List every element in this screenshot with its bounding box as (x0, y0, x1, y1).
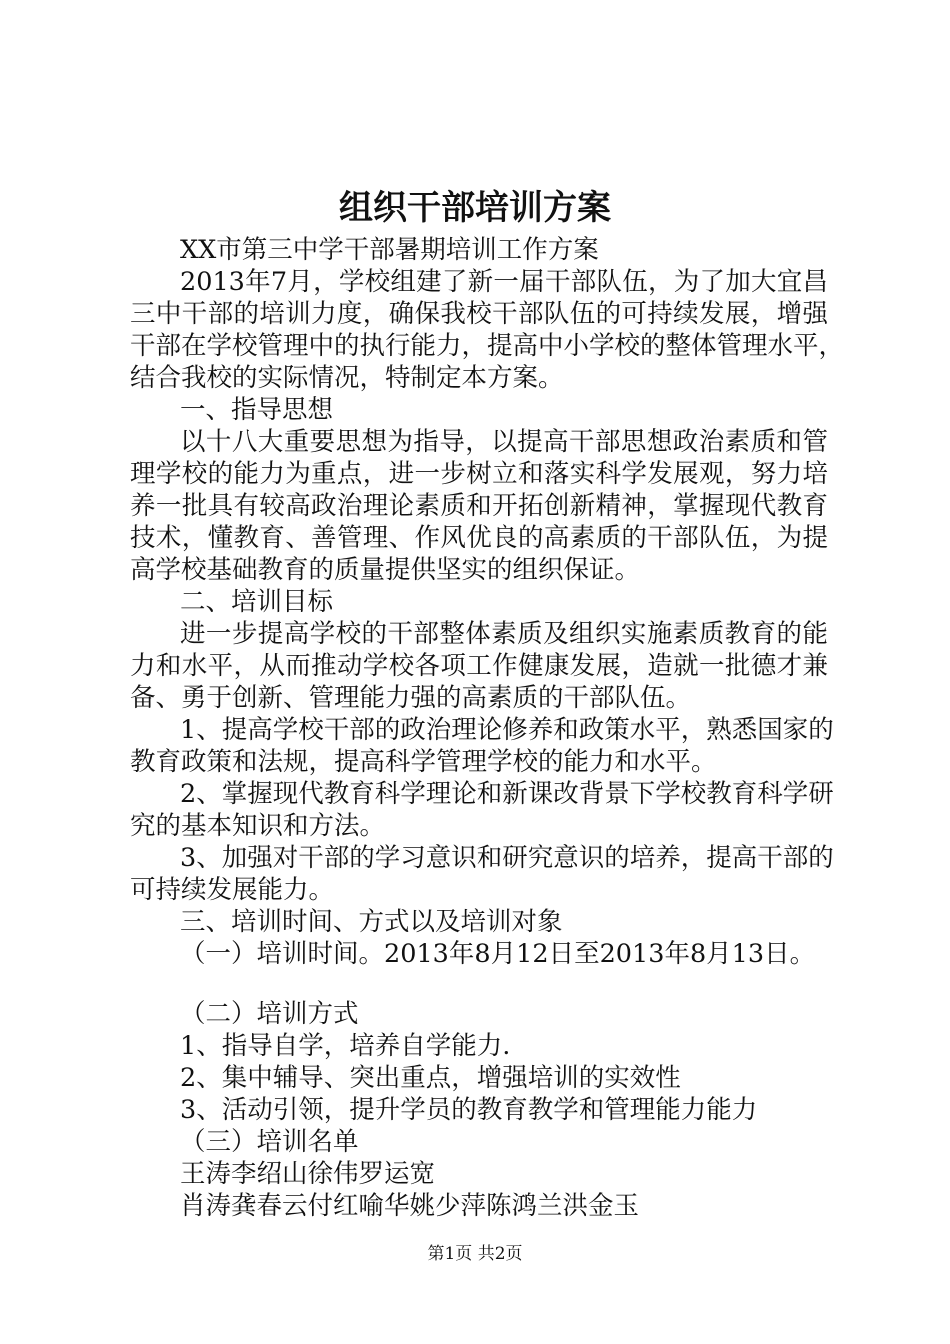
paragraph-line: 技术，懂教育、善管理、作风优良的高素质的干部队伍，为提 (130, 523, 828, 553)
page-number: 第1页 共2页 (427, 1244, 523, 1264)
name-list-line: 肖涛龚春云付红喻华姚少萍陈鸿兰洪金玉 (180, 1191, 640, 1221)
paragraph-line: 力和水平，从而推动学校各项工作健康发展，造就一批德才兼 (130, 651, 828, 681)
list-item: 1、指导自学，培养自学能力. (180, 1031, 511, 1061)
list-item: 2、集中辅导、突出重点，增强培训的实效性 (180, 1063, 681, 1093)
subsection-heading: （三）培训名单 (180, 1127, 359, 1157)
paragraph-line: 三中干部的培训力度，确保我校干部队伍的可持续发展，增强 (130, 299, 828, 329)
paragraph-line: 干部在学校管理中的执行能力，提高中小学校的整体管理水平， (130, 331, 845, 361)
subsection-heading: （二）培训方式 (180, 999, 359, 1029)
list-item-continuation: 可持续发展能力。 (130, 875, 335, 905)
name-list-line: 王涛李绍山徐伟罗运宽 (180, 1159, 436, 1189)
list-item: 2、掌握现代教育科学理论和新课改背景下学校教育科学研 (180, 779, 834, 809)
list-item: 1、提高学校干部的政治理论修养和政策水平，熟悉国家的 (180, 715, 834, 745)
paragraph-line: 备、勇于创新、管理能力强的高素质的干部队伍。 (130, 683, 692, 713)
document-title: 组织干部培训方案 (339, 188, 611, 228)
list-item-continuation: 究的基本知识和方法。 (130, 811, 386, 841)
subtitle-line: XX市第三中学干部暑期培训工作方案 (180, 235, 599, 265)
section-heading: 二、培训目标 (180, 587, 334, 617)
paragraph-line: 以十八大重要思想为指导，以提高干部思想政治素质和管 (180, 427, 828, 457)
paragraph-line: 养一批具有较高政治理论素质和开拓创新精神，掌握现代教育 (130, 491, 828, 521)
paragraph-line: 进一步提高学校的干部整体素质及组织实施素质教育的能 (180, 619, 828, 649)
list-item: 3、加强对干部的学习意识和研究意识的培养，提高干部的 (180, 843, 834, 873)
subsection-line: （一）培训时间。2013年8月12日至2013年8月13日。 (180, 939, 816, 969)
section-heading: 三、培训时间、方式以及培训对象 (180, 907, 563, 937)
section-heading: 一、指导思想 (180, 395, 334, 425)
paragraph-line: 2013年7月，学校组建了新一届干部队伍，为了加大宜昌 (180, 267, 828, 297)
list-item: 3、活动引领，提升学员的教育教学和管理能力能力 (180, 1095, 758, 1125)
paragraph-line: 理学校的能力为重点，进一步树立和落实科学发展观，努力培 (130, 459, 828, 489)
paragraph-line: 结合我校的实际情况，特制定本方案。 (130, 363, 564, 393)
paragraph-line: 高学校基础教育的质量提供坚实的组织保证。 (130, 555, 641, 585)
list-item-continuation: 教育政策和法规，提高科学管理学校的能力和水平。 (130, 747, 717, 777)
